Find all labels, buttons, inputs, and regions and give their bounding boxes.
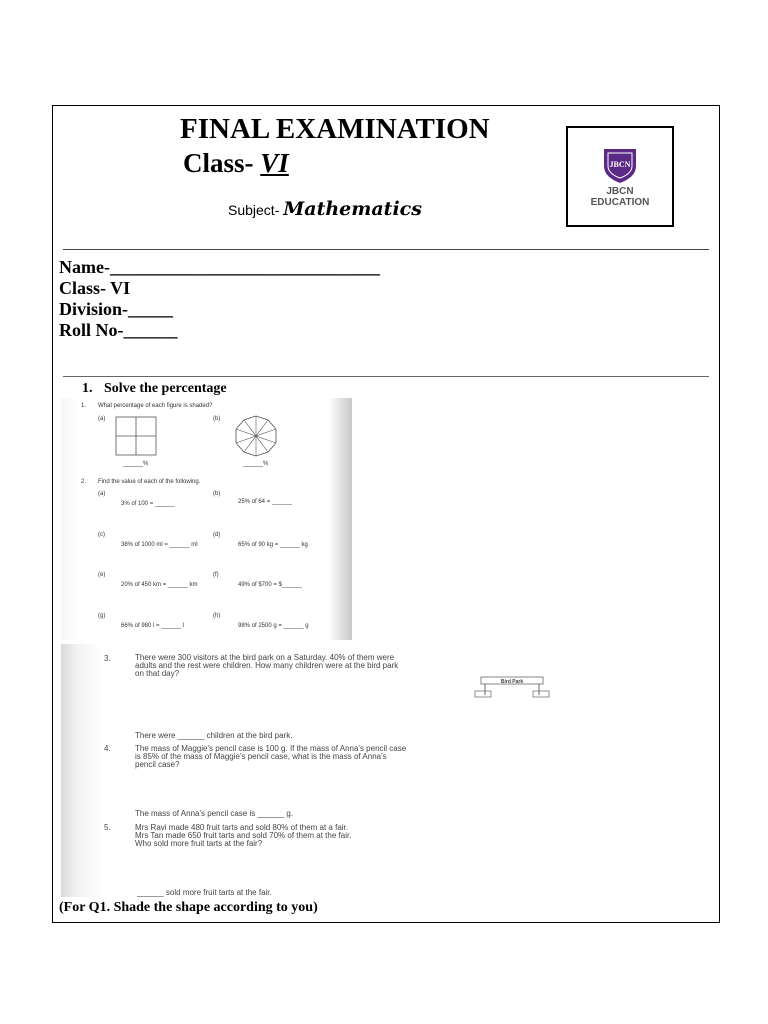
scan2-q5-line1: Mrs Ravi made 480 fruit tarts and sold 80% of them at a fair. — [135, 823, 348, 832]
scan2-q3-line3: on that day? — [135, 669, 180, 678]
info-divider — [63, 376, 709, 377]
scan1-item-text: 65% of 90 kg = ______ kg — [238, 542, 308, 548]
logo-badge-text: JBCN — [609, 160, 631, 169]
exam-title: FINAL EXAMINATION — [180, 113, 490, 145]
scan1-item-label: (g) — [98, 613, 106, 619]
scan2-q5-line2: Mrs Tan made 650 fruit tarts and sold 70% of them at the fair. — [135, 831, 352, 840]
scan1-q1-number: 1. — [81, 403, 87, 409]
subject-heading — [228, 198, 422, 220]
scan1-item-text: 66% of 980 l = ______ l — [121, 623, 185, 629]
footer-note: (For Q1. Shade the shape according to you) — [59, 900, 318, 915]
division-field: Division-_____ — [59, 299, 174, 319]
subject-label: Subject- — [228, 202, 284, 218]
scan2-q4-line1: The mass of Maggie's pencil case is 100 g. If the mass of Anna's pencil case — [135, 744, 407, 753]
scan1-item-label: (a) — [98, 491, 106, 497]
scan1-item-text: 49% of $700 = $______ — [238, 582, 302, 588]
scan1-item-label: (f) — [213, 572, 219, 578]
scan1-q1-text: What percentage of each figure is shaded? — [98, 403, 213, 409]
decagon-figure — [233, 414, 279, 458]
scan1-item-text: 25% of 64 = ______ — [238, 499, 292, 505]
square-figure — [115, 416, 157, 456]
scan1-item-text: 3% of 100 = ______ — [121, 501, 175, 507]
question-1-heading — [82, 381, 227, 397]
scan2-q3-line1: There were 300 visitors at the bird park on a Saturday. 40% of them were — [135, 653, 395, 662]
header-divider — [63, 249, 709, 250]
class-heading — [183, 148, 289, 179]
scan2-q4-answer: The mass of Anna's pencil case is ______ g. — [135, 809, 294, 818]
scan1-item-label: (e) — [98, 572, 106, 578]
class-heading-value: VI — [260, 148, 289, 178]
bird-park-sign-icon — [473, 673, 551, 699]
scan2-q4-line3: pencil case? — [135, 760, 180, 769]
logo-line1: JBCN — [606, 186, 634, 197]
scan1-label-a: (a) — [98, 416, 106, 422]
scan1-item-text: 20% of 450 km = ______ km — [121, 582, 198, 588]
scan2-q5-number: 5. — [104, 823, 111, 832]
scan1-item-text: 98% of 2500 g = ______ g — [238, 623, 309, 629]
scan1-blank-b: ______% — [243, 461, 269, 467]
scan2-q3-answer: There were ______ children at the bird park. — [135, 731, 293, 740]
worksheet-scan-1 — [61, 398, 352, 640]
scan2-q3-number: 3. — [104, 654, 111, 663]
scan2-q4-number: 4. — [104, 744, 111, 753]
scan2-q4-line2: is 85% of the mass of Maggie's pencil case, what is the mass of Anna's — [135, 752, 387, 761]
bird-park-sign-text: Bird Park — [500, 679, 524, 685]
logo-line2: EDUCATION — [590, 197, 650, 208]
scan2-q5-answer: ______ sold more fruit tarts at the fair. — [137, 888, 272, 897]
scan1-item-text: 38% of 1000 ml = ______ ml — [121, 542, 198, 548]
roll-field: Roll No-______ — [59, 320, 178, 340]
scan1-blank-a: ______% — [123, 461, 149, 467]
class-field: Class- VI — [59, 278, 131, 298]
scan1-q2-text: Find the value of each of the following. — [98, 479, 201, 485]
logo-text — [591, 186, 650, 208]
scan1-label-b: (b) — [213, 416, 221, 422]
name-field: Name-______________________________ — [59, 257, 380, 277]
question-1-text: Solve the percentage — [104, 381, 227, 396]
scan2-q5-line3: Who sold more fruit tarts at the fair? — [135, 839, 263, 848]
scan1-item-label: (d) — [213, 532, 221, 538]
scan1-item-label: (c) — [98, 532, 105, 538]
scan2-q3-line2: adults and the rest were children. How many children were at the bird park — [135, 661, 399, 670]
worksheet-scan-2 — [61, 644, 581, 897]
scan1-q2-number: 2. — [81, 479, 87, 485]
class-heading-label: Class- — [183, 148, 261, 178]
scan1-item-label: (b) — [213, 491, 221, 497]
question-1-number: 1. — [82, 381, 93, 396]
jbcn-shield-icon — [600, 146, 640, 184]
subject-value: Mathematics — [283, 198, 422, 220]
scan1-item-label: (h) — [213, 613, 221, 619]
school-logo — [566, 126, 674, 227]
